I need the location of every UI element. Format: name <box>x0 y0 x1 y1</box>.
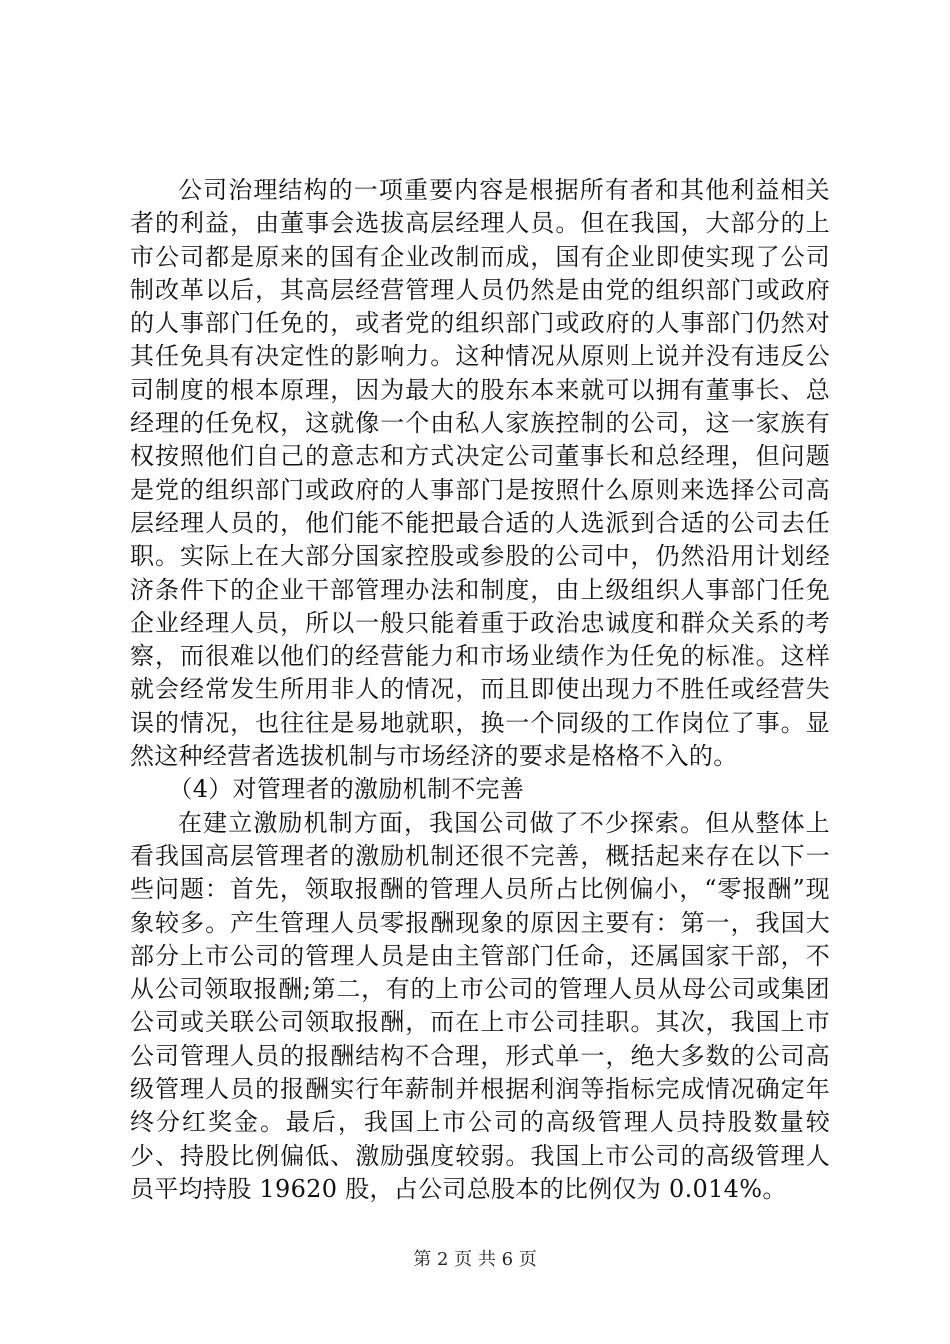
document-body <box>130 174 830 1206</box>
section-heading-incentive: （4）对管理者的激励机制不完善 <box>168 775 525 804</box>
paragraph-governance: 公司治理结构的一项重要内容是根据所有者和其他利益相关者的利益，由董事会选拔高层经理人员。但在我国，大部分的上市公司都是原来的国有企业改制而成，国有企业即使实现了公司制改革以后，其高层经营管理人员仍然是由党的组织部门或政府的人事部门任免的，或者党的组织部门或政府的人事部门仍然对其任免具有决定性的影响力。这种情况从原则上说并没有违反公司制度的根本原理，因为最大的股东本来就可以拥有董事长、总经理的任免权，这就像一个由私人家族控制的公司，这一家族有权按照他们自己的意志和方式决定公司董事长和总经理，但问题是党的组织部门或政府的人事部门是按照什么原则来选择公司高层经理人员的，他们能不能把最合适的人选派到合适的公司去任职。实际上在大部分国家控股或参股的公司中，仍然沿用计划经济条件下的企业干部管理办法和制度，由上级组织人事部门任免企业经理人员，所以一般只能着重于政治忠诚度和群众关系的考察，而很难以他们的经营能力和市场业绩作为任免的标准。这样就会经常发生所用非人的情况，而且即使出现力不胜任或经营失误的情况，也往往是易地就职，换一个同级的工作岗位了事。显然这种经营者选拔机制与市场经济的要求是格格不入的。 <box>130 176 830 771</box>
paragraph-incentive: 在建立激励机制方面，我国公司做了不少探索。但从整体上看我国高层管理者的激励机制还很不完善，概括起来存在以下一些问题：首先，领取报酬的管理人员所占比例偏小，“零报酬”现象较多。产生管理人员零报酬现象的原因主要有：第一，我国大部分上市公司的管理人员是由主管部门任命，还属国家干部，不从公司领取报酬;第二，有的上市公司的管理人员从母公司或集团公司或关联公司领取报酬，而在上市公司挂职。其次，我国上市公司管理人员的报酬结构不合理，形式单一，绝大多数的公司高级管理人员的报酬实行年薪制并根据利润等指标完成情况确定年终分红奖金。最后，我国上市公司的高级管理人员持股数量较少、持股比例偏低、激励强度较弱。我国上市公司的高级管理人员平均持股 19620 股，占公司总股本的比例仅为 0.014%。 <box>130 808 830 1203</box>
page-footer: 第 2 页 共 6 页 <box>413 1249 537 1270</box>
